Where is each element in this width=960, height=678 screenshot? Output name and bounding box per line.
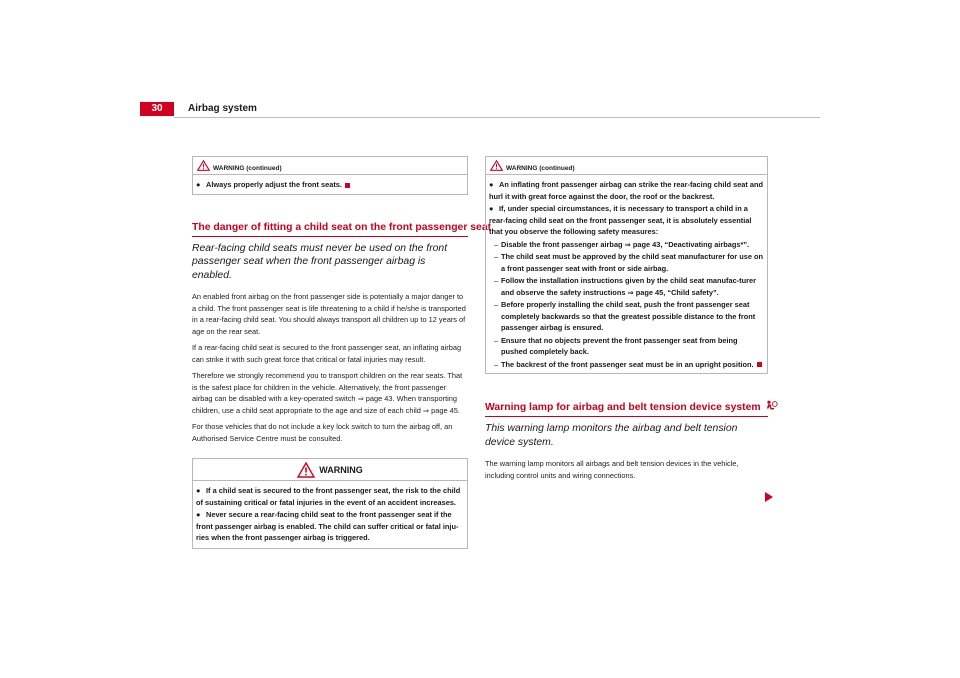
warning-continued-header <box>193 157 467 175</box>
page-number: 30 <box>140 102 174 116</box>
warning-subitem: – Follow the installation instructions given by the child seat manufac-turer and observe the safety instructions ⇒ page 45, “Child safety”. <box>494 276 757 297</box>
warning-continued-box <box>485 156 768 374</box>
warning-subitem: – Disable the front passenger airbag ⇒ page 43, “Deactivating airbags*”. <box>494 239 750 249</box>
chapter-title: Airbag system <box>188 103 257 114</box>
warning-header <box>193 459 467 481</box>
warning-item: ● Never secure a rear-facing child seat to the front passenger seat if the front passenger airbag is enabled. The child can suffer critical or fatal inju-ries when the front passenger airbag is triggered. <box>196 510 459 542</box>
end-marker <box>345 183 350 188</box>
warning-box <box>192 458 468 549</box>
left-column <box>192 156 492 549</box>
section-lead: This warning lamp monitors the airbag and belt tension device system. <box>485 423 738 448</box>
section-title: Warning lamp for airbag and belt tension device system <box>485 400 768 414</box>
header-rule <box>174 117 820 118</box>
warning-label: WARNING <box>319 465 363 475</box>
paragraph: The warning lamp monitors all airbags and belt tension devices in the vehicle, including control units and wiring connections. <box>485 459 739 480</box>
warning-subitem: – The backrest of the front passenger seat must be in an upright position. <box>489 359 764 371</box>
paragraph: Therefore we strongly recommend you to transport children on the rear seats. That is the safest place for children in the vehicle. Alternatively, the front passenger airbag can be disabled with a key-operated switch ⇒ page 43. When transporting children, use a child seat appropriate to the age and size of each child ⇒ page 45. <box>192 371 463 415</box>
warning-item: ● If, under special circumstances, it is necessary to transport a child in a rear-facing child seat on the front passenger seat, it is absolutely essential that you observe the following safety measures: <box>489 204 752 236</box>
warning-continued-label: WARNING (continued) <box>213 165 282 172</box>
warning-triangle-icon <box>297 462 315 478</box>
section-child-seat <box>192 221 492 445</box>
airbag-lamp-icon <box>764 400 778 412</box>
section-warning-lamp <box>485 400 768 481</box>
section-title: The danger of fitting a child seat on the front passenger seat <box>192 221 492 233</box>
warning-subitem: – Ensure that no objects prevent the front passenger seat from being pushed completely back. <box>494 335 738 356</box>
warning-triangle-icon <box>197 160 210 171</box>
warning-continued-header <box>486 157 767 175</box>
warning-subitem: – The child seat must be approved by the child seat manufacturer for use on a front passenger seat with front or side airbag. <box>494 252 764 273</box>
page-header <box>140 102 820 116</box>
right-column <box>485 156 768 481</box>
warning-continued-box <box>192 156 468 195</box>
section-rule <box>485 416 768 417</box>
end-marker <box>757 362 762 367</box>
paragraph: An enabled front airbag on the front passenger side is potentially a major danger to a child. The front passenger seat is life threatening to a child if he/she is transported in a rear-facing child seat. You should always transport all children up to 12 years of age on the rear seat. <box>192 292 466 336</box>
section-rule <box>192 236 468 237</box>
warning-continued-label: WARNING (continued) <box>506 165 575 172</box>
paragraph: If a rear-facing child seat is secured to the front passenger seat, an inflating airbag can strike it with such great force that critical or fatal injuries may result. <box>192 343 462 364</box>
paragraph: For those vehicles that do not include a key lock switch to turn the airbag off, an Authorised Service Centre must be consulted. <box>192 422 453 443</box>
section-lead: Rear-facing child seats must never be used on the front passenger seat when the front passenger airbag is enabled. <box>192 242 448 281</box>
next-page-arrow-icon <box>764 492 774 502</box>
warning-subitem: – Before properly installing the child seat, push the front passenger seat completely backwards so that the greatest possible distance to the front passenger airbag is ensured. <box>494 300 756 332</box>
warning-triangle-icon <box>490 160 503 171</box>
warning-item: ● An inflating front passenger airbag can strike the rear-facing child seat and hurl it with great force against the door, the roof or the backrest. <box>489 180 764 201</box>
warning-item: ● Always properly adjust the front seats. <box>196 179 464 191</box>
warning-item: ● If a child seat is secured to the front passenger seat, the risk to the child of sustaining critical or fatal injuries in the event of an accident increases. <box>196 486 461 507</box>
